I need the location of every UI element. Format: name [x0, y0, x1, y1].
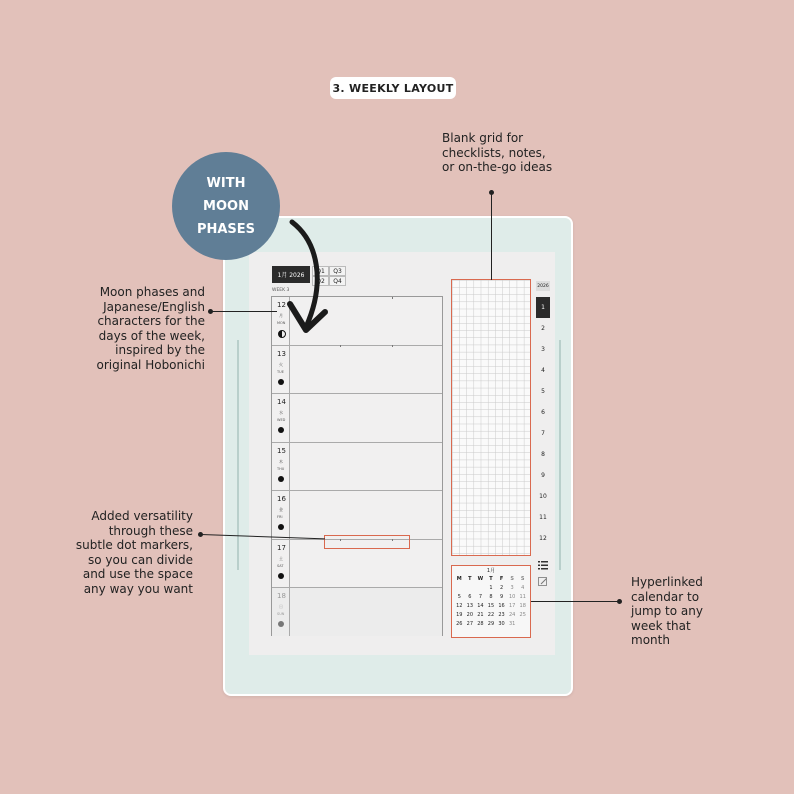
blank-notes-grid[interactable] [451, 279, 531, 556]
annotation-line: days of the week, [98, 328, 205, 343]
leader-line [531, 601, 619, 602]
dot-marker-highlight [324, 535, 410, 549]
calendar-day-link[interactable]: 20 [466, 612, 474, 618]
calendar-month-title: 1月 [486, 568, 496, 574]
calendar-weekday-header: S [520, 576, 525, 582]
calendar-day-link [454, 585, 465, 591]
calendar-day-link[interactable]: 15 [487, 603, 495, 609]
day-number: 12 [277, 301, 286, 309]
mini-month-calendar [451, 565, 531, 638]
month-tab[interactable]: 8 [541, 451, 545, 458]
calendar-weekday-header: M [456, 576, 462, 582]
annotation-line: through these [108, 523, 193, 538]
day-label-column [272, 588, 290, 636]
calendar-weekday-header: W [477, 576, 484, 582]
dot-marker [392, 297, 393, 299]
calendar-day-link[interactable]: 25 [519, 612, 526, 618]
calendar-day-link[interactable]: 31 [508, 621, 516, 627]
week-label: WEEK 3 [272, 288, 290, 293]
calendar-day-link[interactable]: 29 [487, 621, 495, 627]
day-kanji: 月 [279, 313, 283, 318]
brush-arrow-icon [280, 212, 340, 342]
day-number: 16 [277, 495, 286, 503]
moon-phase-icon [278, 379, 284, 385]
quarter-tab[interactable]: Q2 [312, 276, 329, 286]
calendar-day-link[interactable]: 4 [521, 585, 525, 591]
calendar-day-link[interactable]: 27 [466, 621, 474, 627]
calendar-day-link[interactable]: 13 [466, 603, 474, 609]
day-row[interactable] [272, 588, 442, 636]
calendar-weekday-header: T [468, 576, 472, 582]
day-english: THU [277, 466, 285, 471]
calendar-day-link[interactable]: 30 [498, 621, 505, 627]
annotation-line: and use the space [82, 567, 193, 581]
calendar-day-link[interactable]: 7 [478, 594, 483, 600]
badge-line: WITH [206, 175, 246, 191]
day-kanji: 木 [279, 458, 283, 464]
moon-phase-icon [278, 427, 284, 433]
moon-phase-icon [278, 573, 284, 579]
badge-line: MOON [203, 198, 249, 214]
annotation-line: so you can divide [87, 552, 193, 567]
annotation-moon-phases [60, 285, 205, 372]
calendar-weekday-header: T [489, 576, 493, 582]
calendar-day-link[interactable]: 26 [456, 621, 463, 627]
calendar-day-link[interactable]: 5 [457, 594, 461, 600]
day-label-column [272, 346, 290, 394]
annotation-line: Moon phases and [99, 285, 205, 299]
calendar-day-link[interactable]: 19 [456, 612, 463, 618]
calendar-weekday-header: S [510, 576, 514, 582]
moon-phase-icon [278, 476, 284, 482]
leader-dot [617, 599, 622, 604]
day-english: WED [277, 418, 286, 422]
moon-phase-icon [278, 621, 284, 627]
day-label-column [272, 540, 290, 588]
month-tab[interactable]: 2 [541, 325, 545, 332]
day-number: 13 [277, 349, 286, 358]
annotation-line: or on-the-go ideas [442, 160, 553, 174]
calendar-day-link [517, 621, 528, 627]
edit-icon[interactable] [538, 572, 548, 591]
calendar-day-link[interactable]: 16 [498, 603, 505, 609]
calendar-day-link[interactable]: 24 [508, 612, 516, 618]
quarter-tab[interactable]: Q4 [329, 276, 346, 286]
annotation-line: Japanese/English [103, 299, 205, 314]
day-english: FRI [277, 515, 283, 519]
day-label-column [272, 443, 290, 491]
calendar-grid [454, 576, 528, 627]
day-label-column [272, 491, 290, 539]
annotation-line: characters for the [97, 314, 205, 328]
calendar-day-link[interactable]: 28 [477, 621, 484, 627]
leader-line [211, 311, 277, 312]
month-tab[interactable]: 12 [539, 535, 547, 542]
month-tab[interactable]: 3 [541, 346, 545, 353]
bezel-mark-right [559, 340, 561, 570]
annotation-line: subtle dot markers, [75, 538, 193, 552]
calendar-day-link[interactable]: 10 [508, 594, 516, 600]
annotation-line: Hyperlinked [631, 575, 703, 589]
day-number: 15 [277, 446, 286, 455]
calendar-day-link[interactable]: 23 [498, 612, 505, 618]
annotation-line: any way you want [83, 581, 193, 596]
annotation-line: original Hobonichi [96, 357, 205, 372]
calendar-day-link[interactable]: 14 [477, 603, 484, 609]
annotation-line: jump to any [631, 604, 703, 618]
annotation-line: checklists, notes, [442, 145, 546, 160]
day-row[interactable] [272, 491, 442, 540]
day-number: 14 [277, 398, 286, 406]
day-kanji: 火 [279, 361, 283, 367]
day-english: MON [277, 321, 286, 325]
month-tab[interactable]: 4 [541, 367, 545, 374]
calendar-day-link[interactable]: 6 [468, 594, 472, 600]
calendar-day-link[interactable]: 11 [519, 594, 526, 600]
badge-line: PHASES [196, 221, 256, 237]
day-kanji: 日 [279, 604, 283, 609]
calendar-day-link[interactable]: 8 [489, 594, 493, 600]
month-year-tab[interactable]: 1月 2026 [272, 266, 310, 283]
calendar-day-link[interactable]: 12 [456, 603, 463, 609]
annotation-calendar [631, 575, 741, 648]
calendar-day-link[interactable]: 21 [477, 612, 484, 618]
day-kanji: 水 [279, 410, 283, 415]
annotation-line: inspired by the [115, 343, 205, 357]
month-tabs [536, 297, 550, 547]
quarter-tab[interactable]: Q1 [312, 266, 329, 276]
calendar-day-link[interactable]: 2 [499, 585, 504, 591]
moon-phases-badge [172, 152, 280, 260]
day-number: 18 [277, 592, 286, 600]
month-tab[interactable]: 11 [539, 514, 547, 521]
calendar-day-link [465, 585, 476, 591]
day-row[interactable] [272, 443, 442, 492]
annotation-line: calendar to [631, 589, 700, 604]
section-title-badge: 3. WEEKLY LAYOUT [330, 77, 456, 99]
day-row[interactable] [272, 346, 442, 395]
dot-marker [340, 345, 341, 347]
moon-phase-icon [278, 524, 284, 530]
annotation-line: Added versatility [91, 509, 193, 523]
calendar-weekday-header: F [499, 576, 504, 582]
day-row[interactable] [272, 394, 442, 443]
annotation-dot-markers [50, 509, 193, 596]
calendar-day-link [475, 585, 486, 591]
annotation-grid [442, 131, 582, 175]
month-tab[interactable]: 6 [541, 409, 545, 416]
leader-line [491, 192, 492, 280]
day-english: SAT [277, 563, 284, 568]
day-number: 17 [277, 543, 286, 552]
day-kanji: 金 [279, 507, 283, 512]
calendar-day-link[interactable]: 17 [508, 603, 516, 609]
annotation-line: Blank grid for [442, 131, 524, 145]
calendar-day-link[interactable]: 22 [487, 612, 495, 618]
dot-marker [392, 345, 393, 347]
day-kanji: 土 [279, 555, 283, 561]
quarter-tab[interactable]: Q3 [329, 266, 346, 276]
month-tab[interactable]: 9 [541, 472, 545, 479]
annotation-line: week that [631, 618, 691, 633]
year-tag[interactable]: 2026 [536, 281, 550, 291]
day-english: TUE [277, 369, 284, 374]
month-tab[interactable]: 10 [539, 493, 547, 500]
day-english: SUN [277, 612, 285, 616]
month-tab[interactable]: 7 [541, 430, 545, 437]
calendar-day-link[interactable]: 9 [499, 594, 504, 600]
month-tab[interactable]: 5 [541, 388, 545, 395]
calendar-day-link[interactable]: 1 [489, 585, 493, 591]
annotation-line: month [631, 633, 670, 647]
calendar-day-link[interactable]: 18 [519, 603, 526, 609]
calendar-day-link[interactable]: 3 [510, 585, 514, 591]
day-label-column [272, 394, 290, 442]
month-tab[interactable]: 1 [536, 297, 550, 318]
weekly-days-grid [271, 296, 443, 636]
